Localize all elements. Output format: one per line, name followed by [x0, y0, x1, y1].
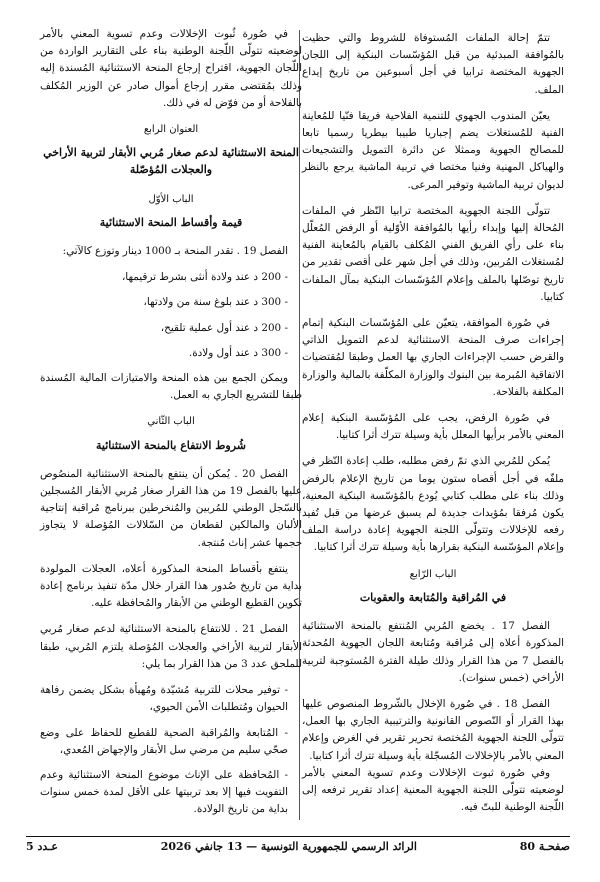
section-label: الباب الرّابع [409, 568, 457, 580]
paragraph: الفصل 17 . يخضع المُربي المُنتفع بالمنحة الاستثنائية المذكورة أعلاه إلى مُراقبة ومُتابعة اللجان الجهوية المُحدثة بالفصل 7 من هذا القرار وذلك طيلة الفترة المُستوجبة لتربية الأراخي (خمس سنوات). [302, 620, 564, 684]
paragraph: يعيّن المندوب الجهوي للتنمية الفلاحية فريقا فنّيا للمُعاينة الفنية للمُستغلات يضم إجباريا طبيبا بيطريا رسميا تابعا للمصالح الجهوية وممثلا عن دائرة التمويل والتشجيعات والهياكل المهنية وفنيا مختصا في تربية الماشية يرجع بالنظر لديوان تربية الماشية وتوفير المرعى. [302, 109, 564, 191]
journal-title: الرائد الرسمي للجمهورية التونسية — 13 جانفي 2026 [160, 840, 417, 853]
paragraph: في صُورة ثُبوت الإخلالات وعدم تسوية المعني بالأمر لوضعيته تتولّى اللّجنة الوطنية بناء على التقارير الواردة من اللّجان الجهوية، اقتراح إرجاع المنحة الاستثنائية المُسندة إليه وذلك بمُقتضى مقرر إرجاع أموال صادر عن الوزير المُكلف بالفلاحة أو من فوّض له في ذلك. [40, 28, 302, 109]
list-item: - توفير محلات للتربية مُشيّدة ومُهيأة بشكل يضمن رفاهة الحيوان ومُتطلبات الأمن الحيوي، [40, 684, 288, 714]
section-label: الباب الثّاني [147, 416, 195, 428]
paragraph: ويمكن الجمع بين هذه المنحة والامتيازات المالية المُسندة طبقا للتشريع الجاري به العمل. [40, 372, 302, 402]
list-item: - 300 د عند أول ولادة. [188, 346, 288, 359]
paragraph: الفصل 21 . للانتفاع بالمنحة الاستثنائية لدعم صغار مُربي الأبقار لتربية الأراخي والعجلات المُؤصلة يلتزم المُربي، طبقا للملحق عدد 3 من هذا القرار بما يلي: [40, 623, 302, 670]
section-title: في المُراقبة والمُتابعة والعقوبات [359, 590, 507, 604]
right-column [302, 30, 564, 825]
paragraph: تتولّى اللجنة الجهوية المختصة ترابيا النّظر في الملفات المُحالة إليها وإبداء رأيها بالمُوافقة الأوّلية أو الرفض المُعلّل بناء على رأي الفريق الفني المُكلف بالقيام بالمُعاينة الفنية لمُستغلات المُربين، وذلك في أجل شهر على أقصى تقدير من تاريخ توصّلها بالملف وإعلام المُؤسّسات البنكية بمآل الملفات كتابيا. [302, 204, 564, 303]
paragraph: في صُورة الموافقة، يتعيّن على المُؤسّسات البنكية إتمام إجراءات صرف المنحة الاستثنائية لدعم التمويل الذاتي والقرض حسب الإجراءات الجاري بها العمل وطبقا لمُقتضيات الاتفاقية المُبرمة بين البنوك والوزارة المكلّفة بالمالية والوزارة المكلفة بالفلاحة. [302, 317, 564, 398]
paragraph: تتمّ إحالة الملفات المُستوفاة للشروط والتي حظيت بالمُوافقة المبدئية من قبل المُؤسّسات البنكية إلى اللجان الجهوية المختصة ترابيا في أجل أسبوعين من تاريخ إيداع الملف. [302, 32, 564, 96]
list-item: - المُتابعة والمُراقبة الصحية للقطيع للحفاظ على وضع صحّي سليم من مرضي سل الأبقار والإجهاض المُعدي، [40, 726, 288, 756]
issue-number: عـدد 5 [26, 840, 58, 853]
left-column [40, 26, 302, 827]
section-title: شُروط الانتفاع بالمنحة الاستثنائية [95, 438, 247, 452]
paragraph: وفي صُورة ثبوت الإخلالات وعدم تسوية المعني بالأمر لوضعيته تتولّى اللجنة الجهوية المعنية إعداد تقرير ترفعه إلى اللّجنة الوطنية للبتّ فيه. [302, 766, 564, 814]
list-item: - 200 د عند أول عملية تلقيح، [160, 321, 288, 334]
list-item: - المُحافظة على الإناث موضوع المنحة الاستثنائية وعدم التفويت فيها إلا بعد تربيتها على الأقل لمدة خمس سنوات بداية من تاريخ الولادة. [40, 768, 288, 816]
paragraph: في صُورة الرفض، يجب على المُؤسّسة البنكية إعلام المعني بالأمر برأيها المعلل بأية وسيلة تترك أثرا كتابيا. [302, 412, 564, 442]
title-label: العنوان الرابع [143, 124, 199, 136]
title-heading: المنحة الاستثنائية لدعم صغار مُربي الأبقار لتربية الأراخي والعجلات المُؤصّلة [43, 146, 299, 177]
paragraph: الفصل 18 . في صُورة الإخلال بالشّروط المنصوص عليها بهذا القرار أو النّصوص القانونية والترتيبية الجاري بها العمل، تتولّى اللجنة الجهوية المُختصة تحرير تقرير في الغرض وإعلام المعني بالأمر بالإخلالات المُسجّلة بأية وسيلة تترك أثرا كتابيا. [302, 697, 564, 762]
paragraph: ينتفع بأقساط المنحة المذكورة أعلاه، العجلات المولودة بداية من تاريخ صُدور هذا القرار خلال مدّة تنفيذ برنامج إعادة تكوين القطيع الوطني من الأبقار والمُحافظة عليه. [40, 562, 302, 610]
section-title: قيمة وأقساط المنحة الاستثنائية [99, 215, 243, 229]
page-number: صفحـة 80 [519, 840, 570, 853]
paragraph: الفصل 20 . يُمكن أن ينتفع بالمنحة الاستثنائية المنصُوص عليها بالفصل 19 من هذا القرار صغار مُربي الأبقار المُسجلين بالسّجل الوطني للمُربين والمُنخرطين ببرنامج مُراقبة إنتاجية الألبان والمالكين لقطعان من السّلالات المُؤصلة لا يتجاوز حجمها عشر إناث مُنتجة. [40, 467, 302, 549]
section-label: الباب الأوّل [148, 193, 194, 205]
page-footer [26, 836, 570, 858]
paragraph: يُمكن للمُربي الذي تمّ رفض مطلبه، طلب إعادة النّظر في ملفّه في أجل أقصاه ستون يوما من تاريخ الإعلام بالرفض وذلك بناء على مطلب كتابي يُودع بالمُؤسّسة البنكية المعنية، يكون مُرفقا بمُؤيدات جديدة لم يسبق عرضها من قبل تُفيد رفعه للإخلالات وتتولّى اللجنة الجهوية إعادة دراسة الملف وإعلام المؤسّسة البنكية بقرارها بأية وسيلة تترك أثرا كتابيا. [302, 455, 564, 554]
list-item: - 300 د عند بلوغ سنة من ولادتها، [143, 296, 288, 309]
list-item: - 200 د عند ولادة أنثى بشرط ترقيمها، [121, 271, 288, 284]
paragraph: الفصل 19 . تقدر المنحة بـ 1000 دينار وتوزع كالآتي: [62, 245, 288, 258]
